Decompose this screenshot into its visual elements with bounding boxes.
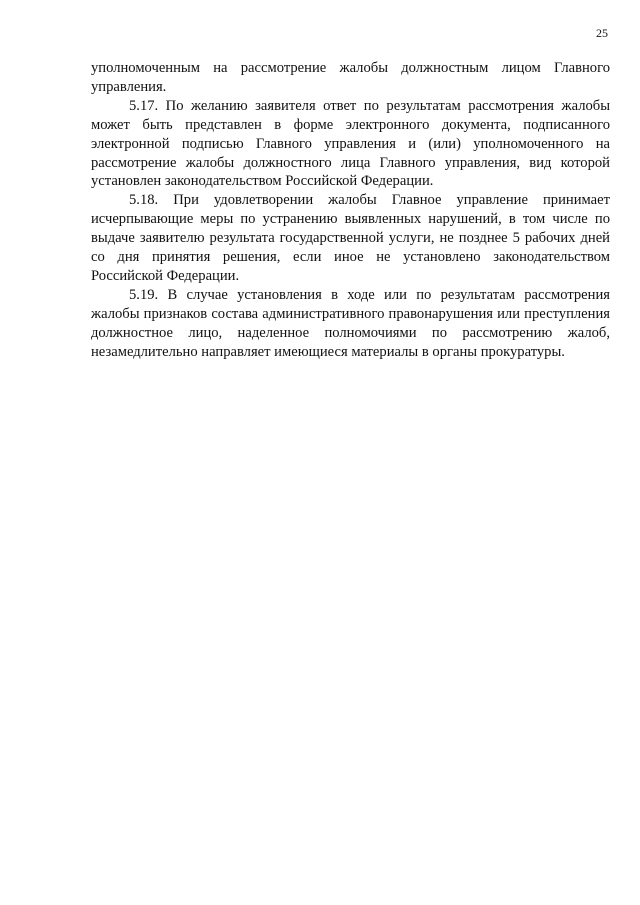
paragraph-5-19: 5.19. В случае установления в ходе или по результатам рассмотрения жалобы признаков состава административного правонарушения или преступления должностное лицо, наделенное полномочиями по рассмотрению жалоб, незамедлительно направляет имеющиеся материалы в органы прокуратуры. — [91, 286, 610, 360]
paragraph-5-18: 5.18. При удовлетворении жалобы Главное управление принимает исчерпывающие меры по устранению выявленных нарушений, в том числе по выдаче заявителю результата государственной услуги, не позднее 5 рабочих дней со дня принятия решения, если иное не установлено законодательством Российской Федерации. — [91, 192, 610, 284]
paragraph-continuation: уполномоченным на рассмотрение жалобы должностным лицом Главного управления. — [91, 60, 610, 95]
page-number: 25 — [596, 26, 608, 40]
document-body — [91, 59, 610, 362]
paragraph-5-17: 5.17. По желанию заявителя ответ по результатам рассмотрения жалобы может быть представлен в форме электронного документа, подписанного электронной подписью Главного управления и (или) уполномоченного на рассмотрение жалобы должностного лица Главного управления, вид которой установлен законодательством Российской Федерации. — [91, 97, 610, 190]
